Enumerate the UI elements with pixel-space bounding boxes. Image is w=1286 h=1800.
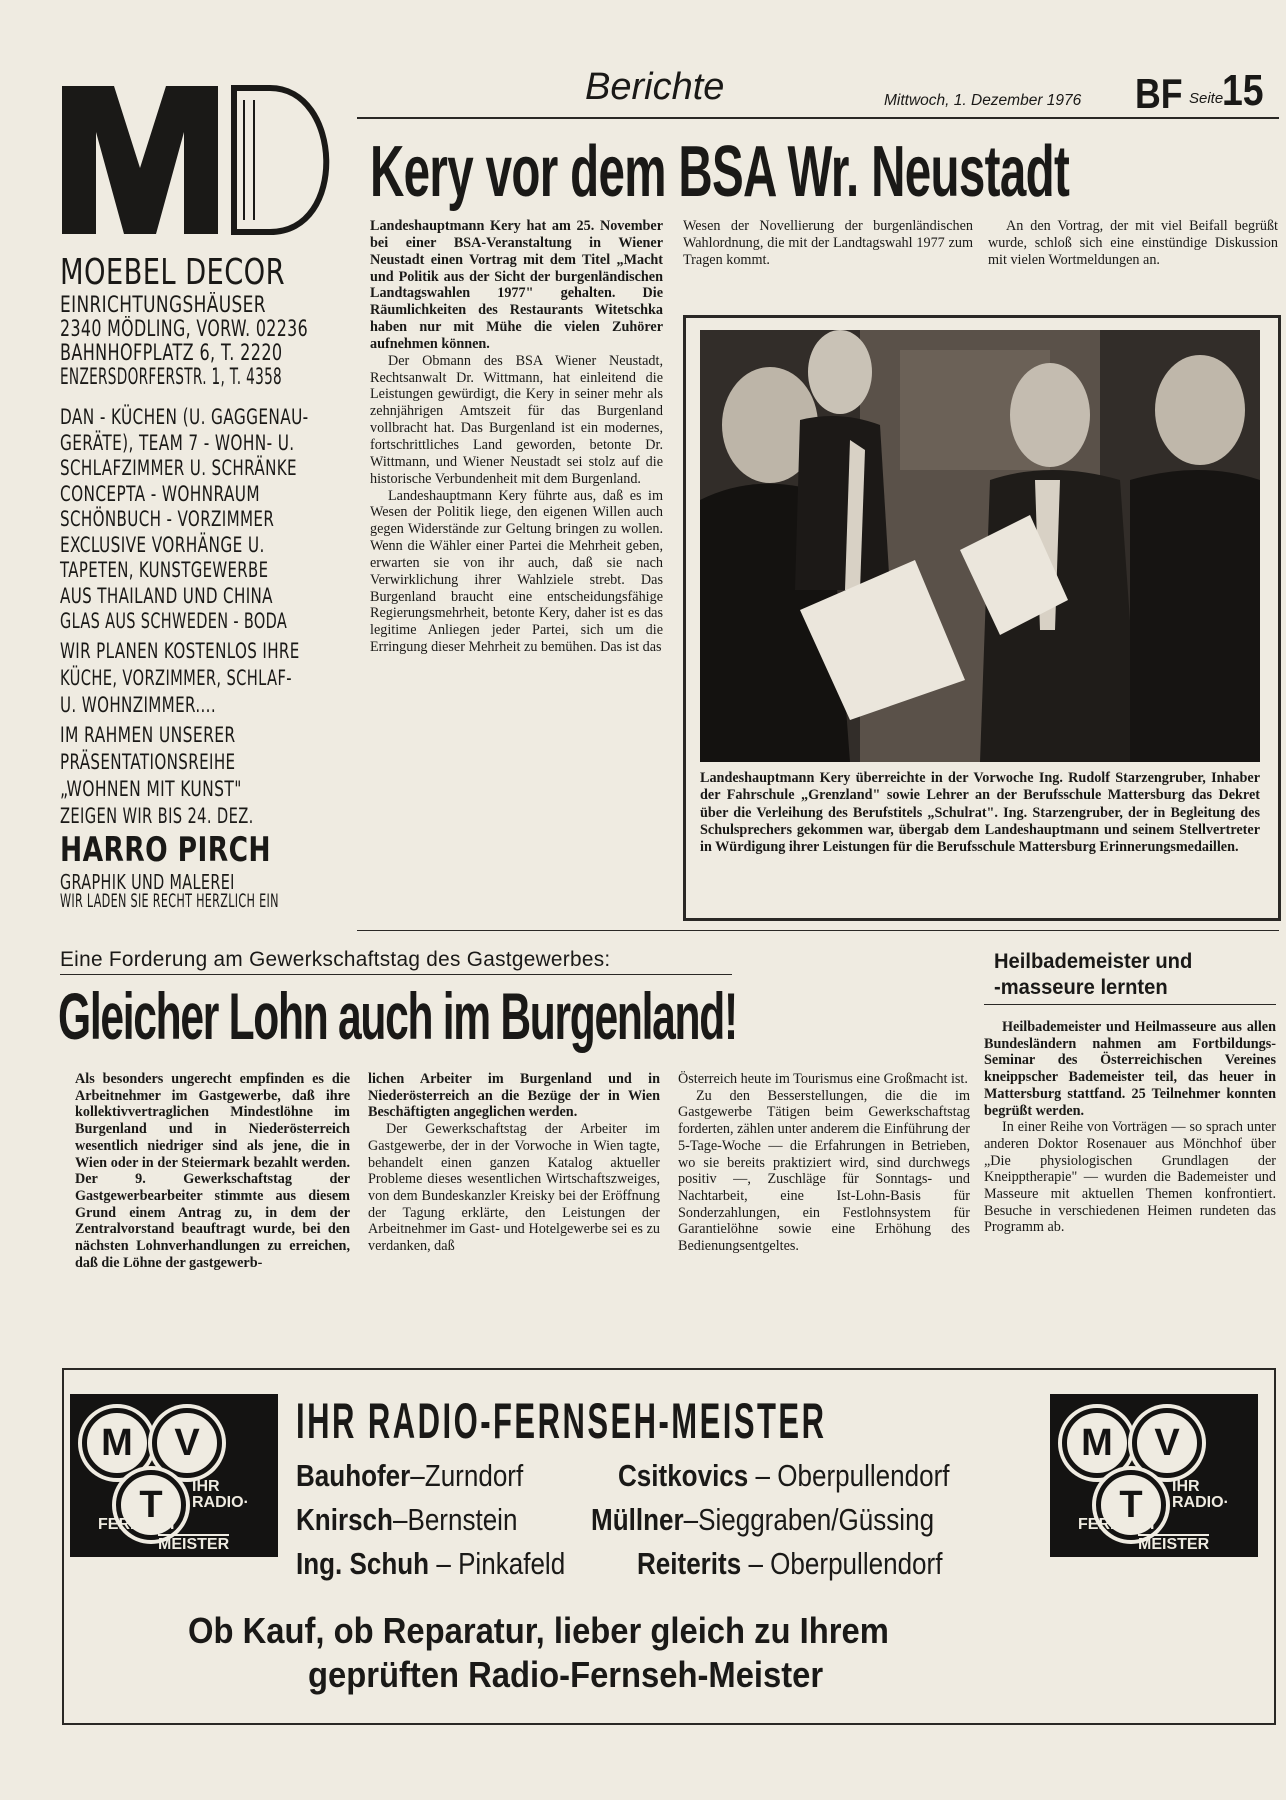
lohn-col2 xyxy=(368,1071,660,1255)
dealer-row-3: Ing. Schuh – Pinkafeld xyxy=(296,1546,566,1581)
dealer-name: Müllner xyxy=(591,1502,684,1537)
kery-lead: Landeshauptmann Kery hat am 25. November bei einer BSA-Veranstaltung in Wiener Neustadt einen Vortrag mit dem Titel „Macht und Politik aus der Sicht der burgenländischen Landtagswahlen 1977" gehalten. Die Räumlichkeiten des Restaurants Witetschka haben nur mit Mühe die vielen Zuhörer aufnehmen können. xyxy=(370,218,663,352)
photo-caption: Landeshauptmann Kery überreichte in der Vorwoche Ing. Rudolf Starzengruber, Inhaber der Fahrschule „Grenzland" sowie Lehrer an der Berufsschule Mattersburg das Dekret über die Verleihung des Berufstitels „Schulrat". Ing. Starzengruber, der in Begleitung des Schulsprechers gekommen war, übergab dem Landeshauptmann und seinem Stellvertreter in Würdigung ihrer Leistungen für die Berufsschule Mattersburg Erinnerungsmedaillen. xyxy=(700,770,1260,856)
dealer-row-1: Bauhofer–Zurndorf xyxy=(296,1458,524,1493)
kery-col3-text: An den Vortrag, der mit viel Beifall begrüßt wurde, schloß sich eine einstündige Diskussion mit vielen Wortmeldungen an. xyxy=(988,218,1278,268)
dealer-place: Oberpullendorf xyxy=(770,1546,943,1581)
kery-col2 xyxy=(683,218,973,269)
logo-circle-t: T xyxy=(1096,1470,1166,1540)
md-products xyxy=(60,405,401,635)
dealer-name: Knirsch xyxy=(296,1502,393,1537)
logo-text-meister: MEISTER xyxy=(158,1536,230,1553)
kery-headline: Kery vor dem BSA Wr. Neustadt xyxy=(370,132,1070,212)
md-planen-line: WIR PLANEN KOSTENLOS IHRE xyxy=(60,639,300,663)
news-photo xyxy=(700,330,1260,762)
header-rule xyxy=(357,117,1279,119)
dealer-row-1b: Csitkovics – Oberpullendorf xyxy=(618,1458,950,1493)
md-product-line: TAPETEN, KUNSTGEWERBE xyxy=(60,558,269,582)
md-product-line: GERÄTE), TEAM 7 - WOHN- U. xyxy=(60,430,295,455)
dealer-row-2b: Müllner–Sieggraben/Güssing xyxy=(591,1502,935,1537)
heilbade-headline-1: Heilbademeister und xyxy=(994,950,1193,973)
md-address-line: ENZERSDORFERSTR. 1, T. 4358 xyxy=(60,365,283,390)
radio-headline: IHR RADIO-FERNSEH-MEISTER xyxy=(296,1393,827,1449)
logo-circle-m: M xyxy=(1062,1408,1132,1478)
logo-circle-v: V xyxy=(1132,1408,1202,1478)
news-photo-graphic xyxy=(700,330,1260,762)
md-product-line: AUS THAILAND UND CHINA xyxy=(60,583,273,608)
issue-date: Mittwoch, 1. Dezember 1976 xyxy=(884,92,1082,109)
kery-p2: Der Obmann des BSA Wiener Neustadt, Rechtsanwalt Dr. Wittmann, hat einleitend die Leistungen gewürdigt, die Kery in seiner mehr als zehnjährigen Amtszeit für das Burgenland vollbracht hat. Das Burgenland ist ein modernes, fortschrittliches Land geworden, betonte Dr. Wittmann, und Wiener Neustadt sei stolz auf die historische Verbundenheit mit dem Burgenland. xyxy=(370,352,663,487)
radio-slogan-1: Ob Kauf, ob Reparatur, lieber gleich zu Ihrem xyxy=(188,1610,889,1651)
md-praesentation-line: IM RAHMEN UNSERER xyxy=(60,723,236,747)
section-divider xyxy=(357,930,1279,931)
lohn-col3 xyxy=(678,1071,970,1255)
heilbade-lead: Heilbademeister und Heilmasseure aus allen Bundesländern nahmen am Fortbildungs-Seminar des Österreichischen Vereines kneippscher Bademeister teil, das heuer in Mattersburg stattfand. 25 Teilnehmer konnten begrüßt werden. xyxy=(984,1019,1276,1119)
dealer-place: Bernstein xyxy=(407,1502,518,1537)
lohn-col3-p2: Zu den Besserstellungen, die die im Gastgewerbe Tätigen beim Gewerkschaftstag forderten, zählen unter anderem die Einführung der 5-Tage-Woche — die Erfahrungen in Betrieben, wo sie bereits praktiziert wird, sind durchwegs positiv —, Zuschläge für Sonntags- und Nachtarbeit, eine Ist-Lohn-Basis für Sonderzahlungen, ein Festlohnsystem für Garantielöhne sowie eine Erhöhung des Bedienungsentgeltes. xyxy=(678,1087,970,1255)
page-number: 15 xyxy=(1222,66,1264,115)
logo-text-fernseh: FERNSEH xyxy=(1078,1516,1155,1533)
logo-text-radio: RADIO· xyxy=(1172,1494,1229,1511)
md-artist-sub: GRAPHIK UND MALEREI xyxy=(60,870,235,894)
md-product-line: SCHÖNBUCH - VORZIMMER xyxy=(60,507,275,531)
lohn-col1-text: Als besonders ungerecht empfinden es die Arbeitnehmer im Gastgewerbe, daß ihre kollektivvertraglichen Mindestlöhne im Burgenland und in Niederösterreich wesentlich niedriger sind als jene, die in Wien oder in der Steiermark bezahlt werden. Der 9. Gewerkschaftstag der Gastgewerbearbeiter stimmte aus diesem Grund einem Antrag zu, in dem der Zentralvorstand beauftragt wurde, bei den nächsten Lohnverhandlungen zu erreichen, daß die Löhne der gastgewerb- xyxy=(75,1071,350,1271)
md-planen-line: U. WOHNZIMMER.... xyxy=(60,693,216,717)
lohn-col1 xyxy=(75,1071,350,1271)
dealer-row-3b: Reiterits – Oberpullendorf xyxy=(637,1546,943,1581)
md-logo-graphic xyxy=(58,80,358,240)
lohn-col2-p2: Der Gewerkschaftstag der Arbeiter im Gastgewerbe, der in der Vorwoche in Wien tagte, behandelt einen ganzen Katalog aktueller Probleme dieses wesentlichen Wirtschaftszweiges, von dem Bundeskanzler Kreisky bei der Eröffnung der Tagung erklärte, den Leistungen der Arbeitnehmer im Gast- und Hotelgewerbe sei es zu verdanken, daß xyxy=(368,1121,660,1255)
dealer-place: Pinkafeld xyxy=(458,1546,566,1581)
md-logo xyxy=(58,80,358,240)
md-artist: HARRO PIRCH xyxy=(60,830,272,870)
logo-text-meister: MEISTER xyxy=(1138,1536,1210,1553)
dealer-place: Zurndorf xyxy=(424,1458,524,1493)
heilbade-body xyxy=(984,1019,1276,1236)
kery-p3: Landeshauptmann Kery führte aus, daß es im Wesen der Politik liege, den eigenen Willen auch gegen Widerstände zur Geltung bringen zu wollen. Wenn die Wähler einer Partei die Mehrheit geben, erwarten sie von ihr auch, daß sie nach Verwirklichung ihrer Wahlziele strebt. Das Burgenland braucht eine entscheidungsfähige Regierungsmehrheit, betonte Kery, daher ist es das legitime Anliegen jeder Partei, sich um die Erringung dieser Mehrheit zu bemühen. Das ist das xyxy=(370,487,663,656)
kery-col2-text: Wesen der Novellierung der burgenländischen Wahlordnung, die mit der Landtagswahl 1977 zum Tragen kommt. xyxy=(683,218,973,268)
md-address-line: EINRICHTUNGSHÄUSER xyxy=(60,293,266,318)
dealer-name: Bauhofer xyxy=(296,1458,411,1493)
lohn-headline: Gleicher Lohn auch im Burgenland! xyxy=(58,979,737,1053)
radio-ad xyxy=(62,1368,1276,1725)
lohn-col2-lead: lichen Arbeiter im Burgenland und in Niederösterreich an die Bezüge der in Wien Beschäftigten angeglichen werden. xyxy=(368,1071,660,1121)
md-product-line: GLAS AUS SCHWEDEN - BODA xyxy=(60,609,288,633)
md-product-line: SCHLAFZIMMER U. SCHRÄNKE xyxy=(60,456,297,480)
heilbade-rule xyxy=(984,1004,1276,1005)
dealer-row-2: Knirsch–Bernstein xyxy=(296,1502,518,1537)
seite-label: Seite xyxy=(1189,90,1224,107)
dealer-name: Ing. Schuh xyxy=(296,1546,430,1581)
kery-col1 xyxy=(370,218,663,656)
md-planen-line: KÜCHE, VORZIMMER, SCHLAF- xyxy=(60,666,292,690)
md-product-line: EXCLUSIVE VORHÄNGE U. xyxy=(60,532,265,557)
md-address-line: 2340 MÖDLING, VORW. 02236 xyxy=(60,317,309,342)
lohn-kicker: Eine Forderung am Gewerkschaftstag des Gastgewerbes: xyxy=(60,948,611,971)
md-product-line: CONCEPTA - WOHNRAUM xyxy=(60,481,260,506)
dealer-name: Reiterits xyxy=(637,1546,742,1581)
md-praesentation-line: PRÄSENTATIONSREIHE xyxy=(60,750,236,774)
photo-frame xyxy=(683,315,1281,921)
kery-col3 xyxy=(988,218,1278,269)
logo-circle-m: M xyxy=(82,1408,152,1478)
dealer-name: Csitkovics xyxy=(618,1458,749,1493)
mvt-logo-right xyxy=(1050,1394,1258,1557)
md-address xyxy=(60,294,418,390)
md-product-line: DAN - KÜCHEN (U. GAGGENAU- xyxy=(60,405,309,429)
paper-logo: BF xyxy=(1135,70,1183,117)
logo-text-ihr: IHR xyxy=(1172,1478,1200,1495)
md-brand: MOEBEL DECOR xyxy=(60,252,285,293)
md-praesentation-line: „WOHNEN MIT KUNST" xyxy=(60,777,242,801)
dealer-place: Oberpullendorf xyxy=(777,1458,950,1493)
logo-circle-t: T xyxy=(116,1470,186,1540)
lohn-kicker-rule xyxy=(60,974,732,975)
section-title: Berichte xyxy=(585,66,725,108)
md-address-line: BAHNHOFPLATZ 6, T. 2220 xyxy=(60,341,283,366)
logo-text-fernseh: FERNSEH xyxy=(98,1516,175,1533)
lohn-col3-p1: Österreich heute im Tourismus eine Großmacht ist. xyxy=(678,1071,968,1087)
md-invite: WIR LADEN SIE RECHT HERZLICH EIN xyxy=(60,890,279,912)
heilbade-p2: In einer Reihe von Vorträgen — so sprach unter anderen Doktor Rosenauer aus Mönchhof über „Die physiologischen Grundlagen der Kneipptherapie" — wurden die Bademeister und Masseure mit aktuellen Themen konfrontiert. Besuche in verschiedenen Heimen rundeten das Programm ab. xyxy=(984,1119,1276,1236)
md-praesentation-line: ZEIGEN WIR BIS 24. DEZ. xyxy=(60,804,254,828)
logo-text-ihr: IHR xyxy=(192,1478,220,1495)
heilbade-headline-2: -masseure lernten xyxy=(994,976,1168,999)
md-praesentation xyxy=(60,722,337,830)
logo-text-radio: RADIO· xyxy=(192,1494,249,1511)
dealer-place: Sieggraben/Güssing xyxy=(698,1502,935,1537)
mvt-logo-left xyxy=(70,1394,278,1557)
md-planen xyxy=(60,638,393,719)
logo-circle-v: V xyxy=(152,1408,222,1478)
radio-slogan-2: geprüften Radio-Fernseh-Meister xyxy=(308,1654,824,1695)
